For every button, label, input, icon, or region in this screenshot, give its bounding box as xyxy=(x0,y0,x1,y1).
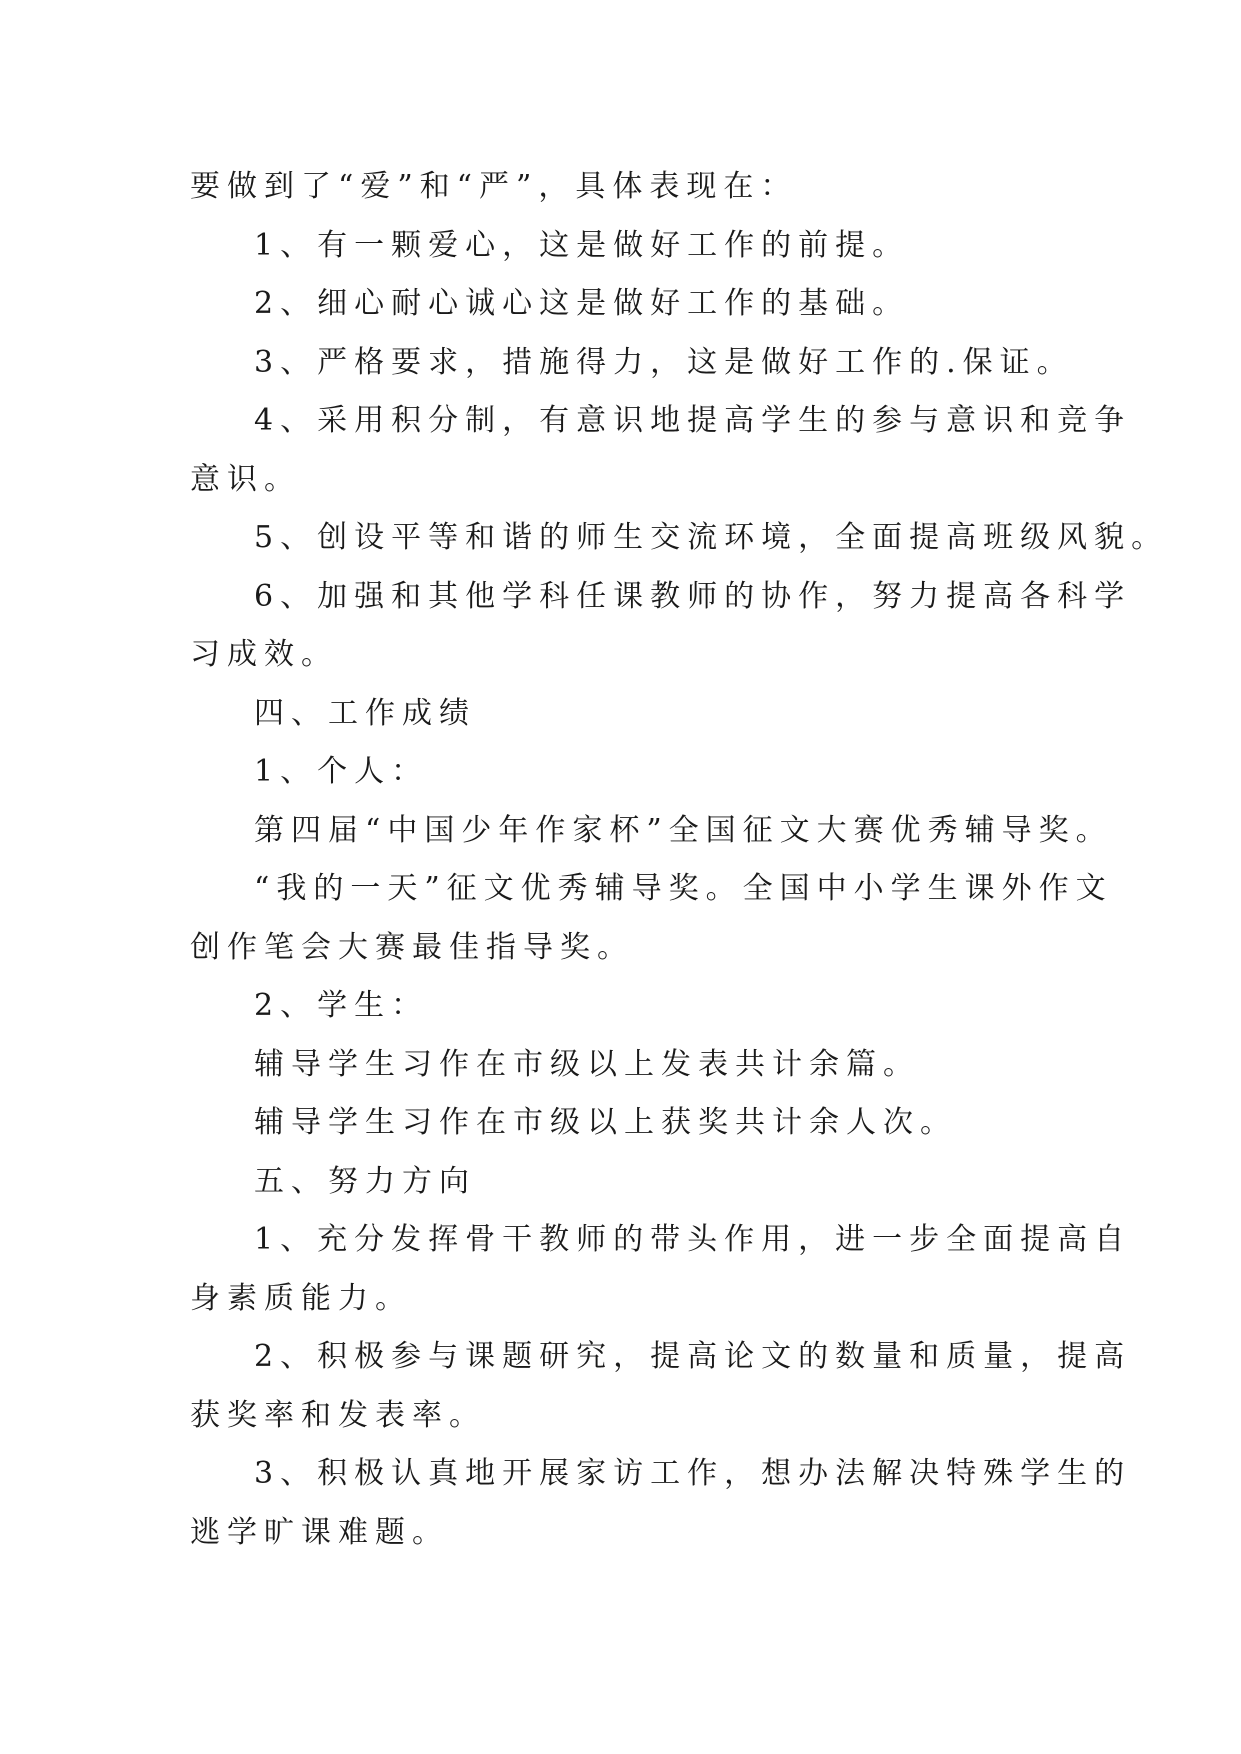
award-item-2-line2: 创作笔会大赛最佳指导奖。 xyxy=(190,929,634,965)
direction-item-2-line1: 2、积极参与课题研究，提高论文的数量和质量，提高 xyxy=(254,1339,1132,1374)
list-item-patience: 2、细心耐心诚心这是做好工作的基础。 xyxy=(254,286,910,321)
list-item-points-line1: 4、采用积分制，有意识地提高学生的参与意识和竞争 xyxy=(254,403,1132,438)
list-item-cooperation-line1: 6、加强和其他学科任课教师的协作，努力提高各科学 xyxy=(254,578,1132,614)
subheading-students: 2、学生： xyxy=(254,988,429,1023)
direction-item-1-line1: 1、充分发挥骨干教师的带头作用，进一步全面提高自 xyxy=(254,1222,1132,1257)
paragraph-intro: 要做到了“爱”和“严”，具体表现在： xyxy=(190,169,798,204)
list-item-environment: 5、创设平等和谐的师生交流环境，全面提高班级风貌。 xyxy=(254,520,1169,555)
award-item-2-line1: “我的一天”征文优秀辅导奖。全国中小学生课外作文 xyxy=(254,871,1113,906)
direction-item-3-line2: 逃学旷课难题。 xyxy=(190,1514,449,1550)
list-item-points-line2: 意识。 xyxy=(190,461,301,497)
direction-item-2-line2: 获奖率和发表率。 xyxy=(190,1397,486,1433)
section-heading-direction: 五、努力方向 xyxy=(254,1163,476,1199)
list-item-cooperation-line2: 习成效。 xyxy=(190,637,338,672)
award-item-1: 第四届“中国少年作家杯”全国征文大赛优秀辅导奖。 xyxy=(254,812,1113,848)
student-item-published: 辅导学生习作在市级以上发表共计余篇。 xyxy=(254,1046,920,1082)
subheading-personal: 1、个人： xyxy=(254,754,429,789)
direction-item-1-line2: 身素质能力。 xyxy=(190,1280,412,1316)
list-item-strict: 3、严格要求，措施得力，这是做好工作的.保证。 xyxy=(254,344,1074,380)
document-body xyxy=(190,158,1169,1562)
direction-item-3-line1: 3、积极认真地开展家访工作，想办法解决特殊学生的 xyxy=(254,1456,1132,1491)
section-heading-achievements: 四、工作成绩 xyxy=(254,695,476,731)
list-item-love: 1、有一颗爱心，这是做好工作的前提。 xyxy=(254,227,910,263)
student-item-awarded: 辅导学生习作在市级以上获奖共计余人次。 xyxy=(254,1105,957,1140)
